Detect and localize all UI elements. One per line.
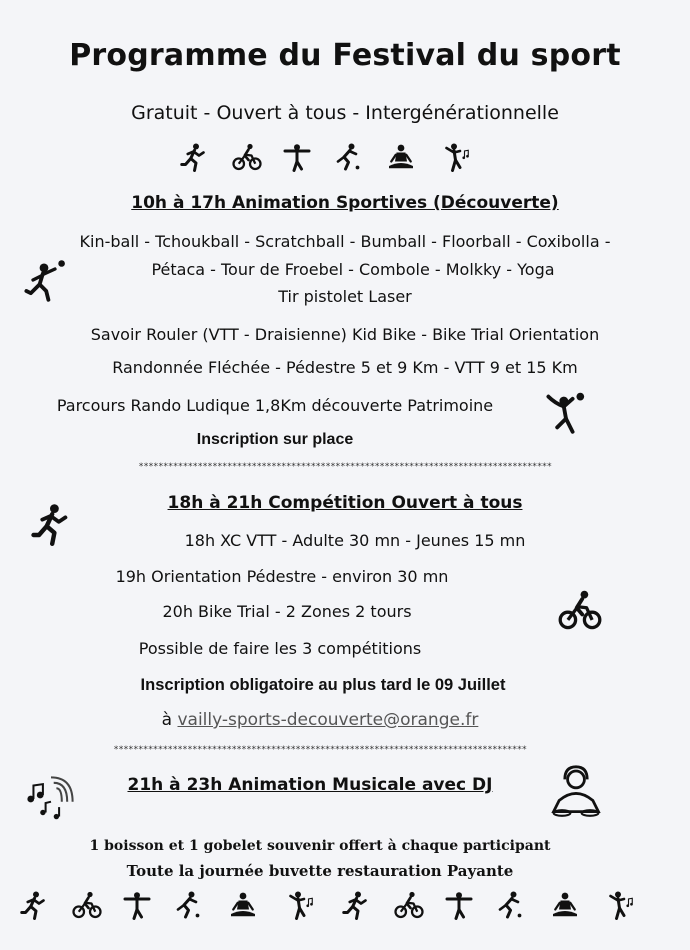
cyclist-large-icon — [558, 588, 602, 632]
meditation-icon — [228, 890, 258, 920]
section3-line2: Toute la journée buvette restauration Payante — [126, 862, 514, 880]
section1-line3: Tir pistolet Laser — [278, 287, 412, 306]
section2-line3: 20h Bike Trial - 2 Zones 2 tours — [162, 602, 412, 621]
runner-icon — [18, 890, 48, 920]
section2-heading: 18h à 21h Compétition Ouvert à tous — [167, 493, 523, 513]
section1-line5: Randonnée Fléchée - Pédestre 5 et 9 Km - VTT 9 et 15 Km — [112, 358, 578, 377]
music-notes-icon — [24, 772, 78, 826]
dancer-icon — [606, 890, 636, 920]
gymnast-icon — [282, 142, 312, 172]
separator-1: ************************************************************************************ — [138, 462, 552, 472]
section3-heading: 21h à 23h Animation Musicale avec DJ — [127, 775, 493, 795]
section2-line4: Possible de faire les 3 compétitions — [138, 639, 422, 658]
section3-line1: 1 boisson et 1 gobelet souvenir offert à chaque participant — [89, 838, 551, 854]
dancer-icon — [442, 142, 472, 172]
section1-inscription: Inscription sur place — [196, 431, 354, 448]
page-title: Programme du Festival du sport — [69, 38, 621, 73]
runner-icon — [178, 142, 208, 172]
subtitle: Gratuit - Ouvert à tous - Intergénérationnelle — [131, 102, 559, 124]
meditation-icon — [386, 142, 416, 172]
section1-heading: 10h à 17h Animation Sportives (Découverte) — [131, 193, 559, 213]
section2-line1: 18h XC VTT - Adulte 30 mn - Jeunes 15 mn — [184, 531, 526, 550]
skier-icon — [332, 142, 362, 172]
email-line — [0, 710, 665, 730]
cyclist-icon — [72, 890, 102, 920]
cyclist-icon — [232, 142, 262, 172]
meditation-icon — [550, 890, 580, 920]
ball-player-icon — [22, 258, 66, 302]
section2-inscription: Inscription obligatoire au plus tard le 09 Juillet — [140, 676, 506, 694]
runner-icon — [340, 890, 370, 920]
volley-player-icon — [544, 390, 588, 434]
email-link[interactable]: vailly-sports-decouverte@orange.fr — [177, 710, 479, 730]
section1-line1: Kin-ball - Tchoukball - Scratchball - Bumball - Floorball - Coxibolla - — [79, 232, 611, 251]
section1-line2: Pétaca - Tour de Froebel - Combole - Molkky - Yoga — [151, 260, 555, 279]
email-prefix: à — [161, 710, 173, 730]
dj-icon — [548, 764, 604, 820]
cyclist-icon — [394, 890, 424, 920]
dancer-icon — [286, 890, 316, 920]
section1-line6: Parcours Rando Ludique 1,8Km découverte Patrimoine — [56, 396, 494, 415]
gymnast-icon — [122, 890, 152, 920]
separator-2: ************************************************************************************ — [113, 745, 527, 755]
skier-icon — [172, 890, 202, 920]
skier-icon — [494, 890, 524, 920]
section2-line2: 19h Orientation Pédestre - environ 30 mn — [115, 567, 449, 586]
gymnast-icon — [444, 890, 474, 920]
section1-line4: Savoir Rouler (VTT - Draisienne) Kid Bike - Bike Trial Orientation — [90, 325, 600, 344]
